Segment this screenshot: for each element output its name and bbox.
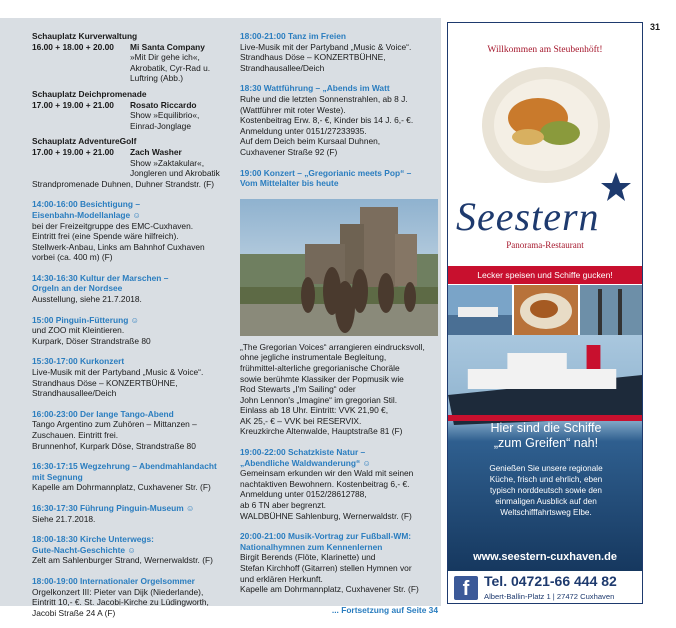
event-detail: Auf dem Deich beim Kursaal Duhnen, xyxy=(240,136,381,147)
event-item xyxy=(32,315,232,347)
event-title: 15:30-17:00 Kurkonzert xyxy=(32,356,125,367)
event-detail: Stellwerk-Anbau, Links am Bahnhof Cuxhaven xyxy=(32,241,205,252)
event-detail: WALDBÜHNE Sahlenburg, Wernerwaldstr. (F) xyxy=(240,510,412,521)
page-number: 31 xyxy=(650,22,661,32)
event-detail: Anmeldung unter 0152/28612788, xyxy=(240,489,367,500)
photo-strip xyxy=(448,285,643,335)
ad-welcome: Willkommen am Steubenhöft! xyxy=(487,45,603,55)
ad-text-line: typisch norddeutsch sowie den xyxy=(490,486,602,495)
event-detail: Birgit Berends (Flöte, Klarinette) und xyxy=(240,552,376,563)
event-detail: vorbei (ca. 400 m) (F) xyxy=(32,252,113,263)
ad-footer xyxy=(448,571,642,604)
gregorian-line: John Lennon's „Imagine“ im gregorian Stil. xyxy=(240,394,398,405)
phone-number[interactable]: Tel. 04721-66 444 82 xyxy=(484,573,617,589)
event-detail: Kapelle am Dohrmannplatz, Cuxhavener Str. (F) xyxy=(240,584,419,595)
schedule-kurverwaltung: Schauplatz Kurverwaltung 16.00 + 18.00 + 20.00 Mi Santa Company »Mit Dir gehe ich«, Akrobatik, Cyr-Rad u. Luftring (Abb.) xyxy=(32,31,211,84)
castle-monks-image xyxy=(240,199,438,336)
event-detail: Ausstellung, siehe 21.7.2018. xyxy=(32,294,142,305)
event-title: 16:30-17:15 Wegzehrung – Abendmahlandacht xyxy=(32,461,217,472)
address: Albert-Ballin-Platz 1 | 27472 Cuxhaven xyxy=(484,592,615,601)
event-detail: Strandhausallee/Deich xyxy=(32,388,117,399)
ad-description xyxy=(460,463,632,518)
gregorian-description xyxy=(240,342,438,437)
event-detail: Strandhaus Döse – KONZERTBÜHNE, xyxy=(32,377,178,388)
event-item xyxy=(32,356,232,398)
event-title: 18:00-21:00 Tanz im Freien xyxy=(240,31,346,41)
gregorian-line: sowie berühmte Klassiker der Popmusik wie xyxy=(240,373,404,384)
schedule-adventuregolf: Schauplatz AdventureGolf 17.00 + 19.00 + 21.00 Zach Washer Show »Zaktakular«, Jongleren und Akrobatik Strandpromenade Duhnen, Duhner Strandstr. (F) xyxy=(32,136,220,189)
event-title: 20:00-21:00 Musik-Vortrag zur Fußball-WM: xyxy=(240,531,412,542)
event-detail: Ruhe und die letzten Sonnenstrahlen, ab 8 J. xyxy=(240,93,408,104)
event-item xyxy=(240,83,438,157)
event-detail: Kapelle am Dohrmannplatz, Cuxhavener Str. (F) xyxy=(32,482,211,493)
website-link[interactable]: www.seestern-cuxhaven.de xyxy=(473,551,617,563)
gregorian-line: Rod Stewarts „I'm Sailing“ oder xyxy=(240,384,356,395)
event-detail: Live-Musik mit der Partyband „Music & Voice“. xyxy=(240,41,412,52)
event-detail: Brunnenhof, Kurpark Döse, Strandstraße 80 xyxy=(32,440,196,451)
seestern-logo: Seestern xyxy=(456,194,600,239)
event-title: 18:30 Wattführung – „Abends im Watt xyxy=(240,83,390,94)
gregorian-voices-photo xyxy=(240,199,438,336)
food-plate-icon xyxy=(478,63,614,187)
ad-text-line: einmaligen Ausblick auf den xyxy=(495,497,597,506)
event-detail: Siehe 21.7.2018. xyxy=(32,513,96,524)
event-detail: Stefan Kirchhoff (Gitarren) stellen Hymnen vor xyxy=(240,563,412,573)
ad-text-line: Weltschifffahrtsweg Elbe. xyxy=(500,508,592,517)
ad-claim: Hier sind die Schiffe „zum Greifen“ nah! xyxy=(490,421,602,450)
facebook-icon[interactable]: f xyxy=(454,576,478,600)
event-title-cont: Eisenbahn-Modellanlage ☺ xyxy=(32,209,142,220)
event-title-cont: mit Segnung xyxy=(32,471,83,482)
event-item xyxy=(240,31,438,73)
event-detail: ab 6 TN aber begrenzt. xyxy=(240,500,326,511)
event-item xyxy=(240,531,438,595)
event-detail: Live-Musik mit der Partyband „Music & Voice“. xyxy=(32,367,204,378)
event-detail: Tango Argentino zum Zuhören – Mittanzen – xyxy=(32,419,197,430)
ad-tagline: Lecker speisen und Schiffe gucken! xyxy=(448,266,642,284)
event-title: 14:00-16:00 Besichtigung – xyxy=(32,199,140,210)
schedule-deichpromenade: Schauplatz Deichpromenade 17.00 + 19.00 + 21.00 Rosato Riccardo Show »Equilibrio«, Einrad-Jonglage xyxy=(32,88,200,131)
event-detail: und erklären Herkunft. xyxy=(240,573,323,584)
event-title-cont: Nationalhymnen zum Kennenlernen xyxy=(240,541,383,552)
event-item xyxy=(32,409,232,451)
continuation-link[interactable]: ... Fortsetzung auf Seite 34 xyxy=(331,604,438,615)
gregorian-line: frühmittel-alterliche gregorianische Choräle xyxy=(240,362,400,373)
event-detail: Jacobi Straße 24 A (F) xyxy=(32,607,116,618)
event-detail: Strandhausallee/Deich xyxy=(240,62,325,73)
event-list-left xyxy=(32,199,232,618)
seestern-advertisement xyxy=(447,22,643,604)
event-title: 16:30-17:30 Führung Pinguin-Museum ☺ xyxy=(32,502,195,513)
event-detail: Orgelkonzert III: Pieter van Dijk (Niederlande), xyxy=(32,586,204,597)
event-item xyxy=(32,576,232,618)
event-item xyxy=(32,534,232,566)
event-list-right-top xyxy=(240,31,438,189)
event-title: 18:00-18:30 Kirche Unterwegs: xyxy=(32,534,154,545)
event-detail: Zelt am Sahlenburger Strand, Wernerwaldstr. (F) xyxy=(32,555,213,566)
event-detail: bei der Freizeitgruppe des EMC-Cuxhaven. xyxy=(32,220,194,231)
ad-subtitle: Panorama-Restaurant xyxy=(506,240,584,250)
ad-text-line: Genießen Sie unsere regionale xyxy=(489,464,603,473)
event-item xyxy=(32,461,232,493)
event-title: 15:00 Pinguin-Fütterung ☺ xyxy=(32,314,140,325)
event-title: 18:00-19:00 Internationaler Orgelsommer xyxy=(32,575,195,586)
gregorian-line: AK 25,- € – VVK bei RESERVIX. xyxy=(240,415,362,426)
event-detail: Zuschauen. Eintritt frei. xyxy=(32,430,119,440)
event-title-cont: „Abendliche Waldwanderung“ ☺ xyxy=(240,457,372,468)
event-title: 19:00 Konzert – „Gregorianic meets Pop“ – xyxy=(240,167,412,178)
event-column-left xyxy=(32,31,232,628)
gregorian-line: Einlass ab 18 Uhr. Eintritt: VVK 21,90 €, xyxy=(240,405,389,416)
event-item xyxy=(32,199,232,263)
event-detail: und ZOO mit Kleintieren. xyxy=(32,325,125,336)
gregorian-line: ohne jegliche instrumentale Begleitung, xyxy=(240,352,387,363)
event-title-cont: Orgeln an der Nordsee xyxy=(32,283,123,294)
cruise-ship-image xyxy=(448,335,642,571)
event-list-right-bottom xyxy=(240,447,438,595)
event-detail: Gemeinsam erkunden wir den Wald mit seinen xyxy=(240,468,414,479)
event-item xyxy=(240,447,438,521)
starfish-icon xyxy=(600,171,632,203)
event-detail: (Wattführer mit roter Weste). xyxy=(240,104,346,115)
event-detail: Kurpark, Döser Strandstraße 80 xyxy=(32,335,151,346)
event-detail: Anmeldung unter 0151/27233935. xyxy=(240,125,367,136)
gregorian-line: „The Gregorian Voices“ arrangieren eindrucksvoll, xyxy=(240,341,425,352)
event-item xyxy=(240,168,438,189)
event-item xyxy=(32,273,232,305)
event-title: 19:00-22:00 Schatzkiste Natur – xyxy=(240,447,366,458)
event-detail: Cuxhavener Straße 92 (F) xyxy=(240,146,338,157)
ad-text-line: Küche, frisch und ehrlich, eben xyxy=(489,475,603,484)
gregorian-line: Kreuzkirche Altenwalde, Hauptstraße 81 (F) xyxy=(240,426,403,437)
event-detail: Eintritt frei (eine Spende wäre hilfreich). xyxy=(32,231,179,242)
event-title: 16:00-23:00 Der lange Tango-Abend xyxy=(32,408,174,419)
event-title-cont: Gute-Nacht-Geschichte ☺ xyxy=(32,544,136,555)
event-detail: Strandhaus Döse – KONZERTBÜHNE, xyxy=(240,52,386,63)
event-detail: Kostenbeitrag Erw. 8,- €, Kinder bis 14 J. 6,- €. xyxy=(240,115,414,126)
event-item xyxy=(32,503,232,524)
event-detail: nachtaktiven Bewohnern. Kostenbeitrag 6,- €. xyxy=(240,478,410,489)
event-title-cont: Vom Mittelalter bis heute xyxy=(240,178,339,189)
event-title: 14:30-16:30 Kultur der Marschen – xyxy=(32,272,169,283)
event-detail: Eintritt 10,- €. St. Jacobi-Kirche zu Lüdingworth, xyxy=(32,597,209,608)
event-column-right xyxy=(240,31,438,615)
